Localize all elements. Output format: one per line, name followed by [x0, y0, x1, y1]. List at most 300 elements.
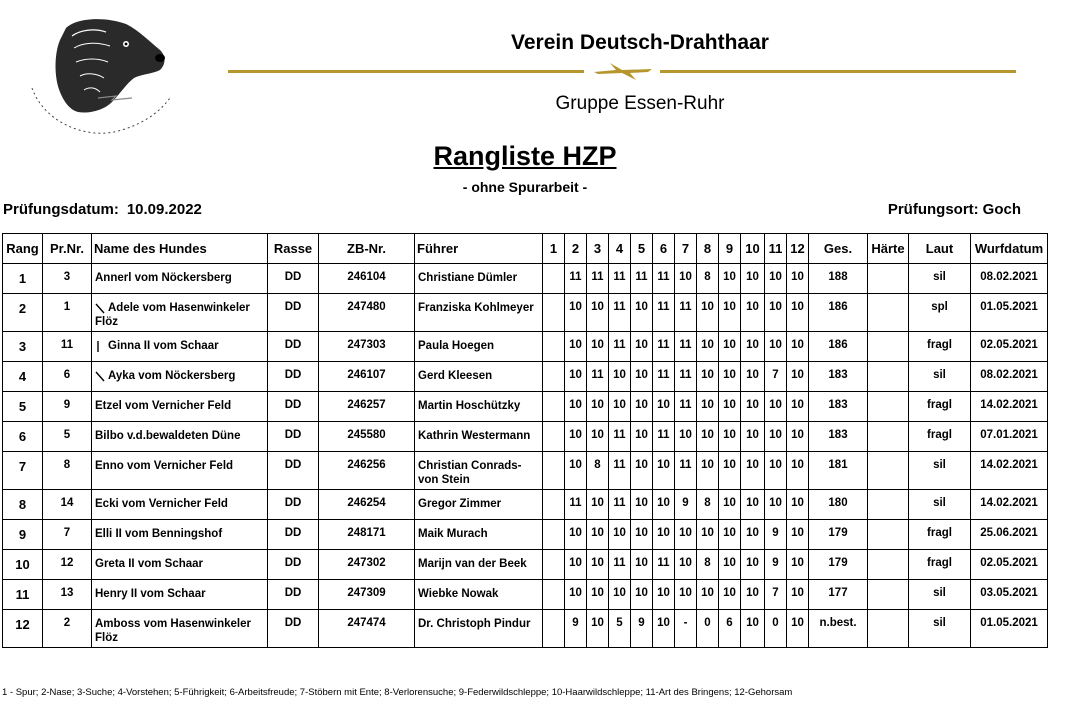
score-cell: 10: [631, 550, 653, 580]
bar-mark-icon: [95, 340, 105, 352]
score-cell: [543, 264, 565, 294]
score-cell: 10: [787, 392, 809, 422]
score-cell: 10: [653, 490, 675, 520]
rank-cell: 3: [3, 332, 43, 362]
score-cell: 11: [587, 264, 609, 294]
score-cell: 10: [741, 332, 765, 362]
score-cell: 10: [653, 520, 675, 550]
score-cell: 11: [565, 490, 587, 520]
hardness-cell: [868, 520, 909, 550]
score-cell: 10: [787, 422, 809, 452]
handler-cell: Franziska Kohlmeyer: [415, 294, 543, 332]
score-cell: 10: [765, 422, 787, 452]
studbook-number-cell: 247474: [319, 610, 415, 648]
total-cell: 179: [809, 520, 868, 550]
lightning-emblem-icon: [592, 60, 654, 82]
score-cell: 10: [765, 392, 787, 422]
exam-number-cell: 7: [43, 520, 92, 550]
score-cell: 5: [609, 610, 631, 648]
score-cell: [543, 332, 565, 362]
score-cell: 10: [719, 580, 741, 610]
table-row: [3, 550, 1048, 580]
score-cell: [543, 294, 565, 332]
score-cell: 10: [697, 392, 719, 422]
breed-cell: DD: [268, 332, 319, 362]
score-cell: 10: [565, 332, 587, 362]
score-cell: 10: [741, 580, 765, 610]
voice-cell: sil: [909, 362, 971, 392]
score-cell: 6: [719, 610, 741, 648]
score-cell: 11: [675, 452, 697, 490]
list-subtitle: - ohne Spurarbeit -: [462, 179, 588, 195]
total-cell: 179: [809, 550, 868, 580]
score-cell: 10: [765, 264, 787, 294]
score-cell: 10: [719, 264, 741, 294]
breed-cell: DD: [268, 362, 319, 392]
score-cell: 10: [631, 392, 653, 422]
club-logo: [14, 14, 184, 142]
total-cell: 188: [809, 264, 868, 294]
header-cell: Name des Hundes: [92, 234, 268, 264]
score-cell: 10: [697, 580, 719, 610]
score-cell: 10: [787, 580, 809, 610]
handler-cell: Dr. Christoph Pindur: [415, 610, 543, 648]
score-cell: [543, 520, 565, 550]
hardness-cell: [868, 422, 909, 452]
studbook-number-cell: 245580: [319, 422, 415, 452]
table-row: [3, 520, 1048, 550]
score-cell: 10: [741, 392, 765, 422]
header-cell: 11: [765, 234, 787, 264]
score-cell: 10: [587, 392, 609, 422]
score-cell: [543, 490, 565, 520]
score-cell: 10: [719, 550, 741, 580]
dog-name: Henry II vom Schaar: [95, 588, 206, 600]
birth-date-cell: 02.05.2021: [971, 332, 1048, 362]
header-cell: 9: [719, 234, 741, 264]
breed-cell: DD: [268, 264, 319, 294]
birth-date-cell: 08.02.2021: [971, 362, 1048, 392]
dog-name: Ginna II vom Schaar: [108, 340, 219, 352]
studbook-number-cell: 247309: [319, 580, 415, 610]
handler-cell: Maik Murach: [415, 520, 543, 550]
score-cell: 8: [587, 452, 609, 490]
header-cell: 1: [543, 234, 565, 264]
dog-name-cell: [92, 392, 268, 422]
score-cell: 10: [653, 452, 675, 490]
handler-cell: Christiane Dümler: [415, 264, 543, 294]
dog-name-cell: [92, 422, 268, 452]
total-cell: 183: [809, 422, 868, 452]
score-cell: 11: [653, 422, 675, 452]
header-cell: Rasse: [268, 234, 319, 264]
rank-cell: 8: [3, 490, 43, 520]
header-cell: 12: [787, 234, 809, 264]
score-cell: 10: [565, 550, 587, 580]
exam-date-label: Prüfungsdatum:: [3, 201, 119, 218]
score-cell: 10: [609, 392, 631, 422]
score-cell: 10: [741, 452, 765, 490]
exam-date-value: 10.09.2022: [126, 201, 202, 218]
score-cell: 10: [697, 452, 719, 490]
score-cell: 10: [697, 294, 719, 332]
breed-cell: DD: [268, 452, 319, 490]
score-cell: 10: [787, 550, 809, 580]
score-cell: 11: [609, 264, 631, 294]
score-cell: 0: [697, 610, 719, 648]
score-cell: [543, 452, 565, 490]
header-cell: ZB-Nr.: [319, 234, 415, 264]
score-cell: 10: [741, 294, 765, 332]
rank-cell: 11: [3, 580, 43, 610]
score-cell: 10: [719, 520, 741, 550]
handler-cell: Gregor Zimmer: [415, 490, 543, 520]
score-cell: 10: [765, 452, 787, 490]
dog-name-cell: [92, 264, 268, 294]
birth-date-cell: 14.02.2021: [971, 392, 1048, 422]
voice-cell: fragl: [909, 332, 971, 362]
score-cell: 9: [675, 490, 697, 520]
ranking-table-body: [3, 264, 1048, 648]
dog-name: Annerl vom Nöckersberg: [95, 272, 232, 284]
score-cell: 10: [631, 580, 653, 610]
header-cell: Rang: [3, 234, 43, 264]
score-cell: 8: [697, 264, 719, 294]
breed-cell: DD: [268, 580, 319, 610]
dog-name: Bilbo v.d.bewaldeten Düne: [95, 430, 241, 442]
group-title: Gruppe Essen-Ruhr: [555, 93, 725, 114]
score-cell: 10: [787, 264, 809, 294]
score-cell: 10: [609, 362, 631, 392]
score-cell: 10: [565, 392, 587, 422]
exam-number-cell: 12: [43, 550, 92, 580]
score-cell: 10: [697, 422, 719, 452]
exam-number-cell: 1: [43, 294, 92, 332]
birth-date-cell: 14.02.2021: [971, 490, 1048, 520]
header-cell: 10: [741, 234, 765, 264]
score-cell: 11: [653, 332, 675, 362]
exam-number-cell: 11: [43, 332, 92, 362]
exam-number-cell: 3: [43, 264, 92, 294]
rank-cell: 5: [3, 392, 43, 422]
dog-name-cell: [92, 520, 268, 550]
dog-name-cell: [92, 580, 268, 610]
score-cell: 10: [765, 490, 787, 520]
table-row: [3, 490, 1048, 520]
score-cell: 10: [653, 580, 675, 610]
score-cell: 10: [675, 580, 697, 610]
studbook-number-cell: 247480: [319, 294, 415, 332]
hardness-cell: [868, 610, 909, 648]
score-cell: 7: [765, 580, 787, 610]
score-cell: 10: [675, 422, 697, 452]
exam-place-value: Goch: [982, 201, 1021, 218]
score-cell: 10: [787, 294, 809, 332]
score-cell: 8: [697, 490, 719, 520]
rank-cell: 6: [3, 422, 43, 452]
score-cell: 11: [609, 490, 631, 520]
score-cell: 10: [653, 610, 675, 648]
table-row: [3, 294, 1048, 332]
header-cell: 7: [675, 234, 697, 264]
handler-cell: Paula Hoegen: [415, 332, 543, 362]
breed-cell: DD: [268, 490, 319, 520]
score-cell: 11: [675, 332, 697, 362]
score-cell: 10: [587, 580, 609, 610]
exam-place: [888, 201, 1021, 218]
header-cell: Ges.: [809, 234, 868, 264]
rank-cell: 12: [3, 610, 43, 648]
footnote-legend: 1 - Spur; 2-Nase; 3-Suche; 4-Vorstehen; 5-Führigkeit; 6-Arbeitsfreude; 7-Stöbern mit Ente; 8-Verlorensuche; 9-Federwildschleppe; 10-Haarwildschleppe; 11-Art des Bringens; 12-Gehorsam: [2, 687, 793, 698]
studbook-number-cell: 247302: [319, 550, 415, 580]
score-cell: 10: [697, 362, 719, 392]
exam-number-cell: 8: [43, 452, 92, 490]
breed-cell: DD: [268, 422, 319, 452]
dog-name: Etzel vom Vernicher Feld: [95, 400, 232, 412]
studbook-number-cell: 246254: [319, 490, 415, 520]
score-cell: 11: [609, 422, 631, 452]
total-cell: 181: [809, 452, 868, 490]
score-cell: 10: [741, 550, 765, 580]
studbook-number-cell: 248171: [319, 520, 415, 550]
studbook-number-cell: 246104: [319, 264, 415, 294]
score-cell: [543, 362, 565, 392]
score-cell: [543, 550, 565, 580]
birth-date-cell: 02.05.2021: [971, 550, 1048, 580]
header-cell: 2: [565, 234, 587, 264]
score-cell: 10: [719, 362, 741, 392]
score-cell: 10: [587, 422, 609, 452]
hardness-cell: [868, 294, 909, 332]
studbook-number-cell: 247303: [319, 332, 415, 362]
table-row: [3, 452, 1048, 490]
hardness-cell: [868, 490, 909, 520]
header-cell: Führer: [415, 234, 543, 264]
dog-name: Adele vom Hasenwinkeler Flöz: [95, 302, 250, 328]
voice-cell: sil: [909, 490, 971, 520]
dog-name-cell: [92, 332, 268, 362]
header-cell: 5: [631, 234, 653, 264]
score-cell: 10: [675, 550, 697, 580]
breed-cell: DD: [268, 392, 319, 422]
exam-number-cell: 13: [43, 580, 92, 610]
gold-divider-right: [660, 70, 1016, 73]
header-cell: Wurfdatum: [971, 234, 1048, 264]
exam-number-cell: 14: [43, 490, 92, 520]
voice-cell: sil: [909, 264, 971, 294]
score-cell: 0: [765, 610, 787, 648]
score-cell: 10: [741, 520, 765, 550]
score-cell: 11: [609, 294, 631, 332]
rank-cell: 2: [3, 294, 43, 332]
table-row: [3, 392, 1048, 422]
score-cell: 8: [697, 550, 719, 580]
score-cell: 11: [609, 550, 631, 580]
header-cell: 3: [587, 234, 609, 264]
rank-cell: 9: [3, 520, 43, 550]
table-row: [3, 422, 1048, 452]
studbook-number-cell: 246256: [319, 452, 415, 490]
handler-cell: Christian Conrads-von Stein: [415, 452, 543, 490]
score-cell: 11: [609, 452, 631, 490]
score-cell: 10: [565, 362, 587, 392]
hardness-cell: [868, 550, 909, 580]
score-cell: 10: [631, 520, 653, 550]
score-cell: 10: [675, 264, 697, 294]
score-cell: 11: [565, 264, 587, 294]
breed-cell: DD: [268, 550, 319, 580]
score-cell: 10: [631, 332, 653, 362]
total-cell: 183: [809, 392, 868, 422]
table-row: [3, 264, 1048, 294]
dog-name-cell: [92, 294, 268, 332]
score-cell: 10: [765, 294, 787, 332]
exam-number-cell: 2: [43, 610, 92, 648]
breed-cell: DD: [268, 520, 319, 550]
total-cell: 180: [809, 490, 868, 520]
score-cell: 10: [631, 422, 653, 452]
dog-head-icon: [14, 14, 184, 142]
hardness-cell: [868, 580, 909, 610]
score-cell: 10: [697, 332, 719, 362]
ranking-table: [2, 233, 1048, 648]
score-cell: 10: [741, 610, 765, 648]
score-cell: 10: [719, 392, 741, 422]
score-cell: 10: [787, 362, 809, 392]
total-cell: 186: [809, 332, 868, 362]
score-cell: 10: [719, 332, 741, 362]
score-cell: 10: [787, 520, 809, 550]
dog-name: Ayka vom Nöckersberg: [108, 370, 236, 382]
score-cell: 10: [587, 550, 609, 580]
score-cell: 10: [719, 422, 741, 452]
handler-cell: Wiebke Nowak: [415, 580, 543, 610]
handler-cell: Gerd Kleesen: [415, 362, 543, 392]
score-cell: -: [675, 610, 697, 648]
studbook-number-cell: 246257: [319, 392, 415, 422]
hardness-cell: [868, 392, 909, 422]
total-cell: 183: [809, 362, 868, 392]
dog-name-cell: [92, 362, 268, 392]
birth-date-cell: 01.05.2021: [971, 610, 1048, 648]
score-cell: 10: [765, 332, 787, 362]
table-row: [3, 580, 1048, 610]
dog-name-cell: [92, 550, 268, 580]
score-cell: [543, 610, 565, 648]
score-cell: 10: [587, 294, 609, 332]
voice-cell: fragl: [909, 392, 971, 422]
score-cell: 10: [787, 610, 809, 648]
score-cell: 10: [787, 490, 809, 520]
birth-date-cell: 03.05.2021: [971, 580, 1048, 610]
score-cell: 7: [765, 362, 787, 392]
exam-number-cell: 9: [43, 392, 92, 422]
exam-place-label: Prüfungsort:: [887, 201, 979, 218]
score-cell: 10: [741, 362, 765, 392]
score-cell: 11: [675, 294, 697, 332]
table-row: [3, 610, 1048, 648]
score-cell: 10: [719, 490, 741, 520]
score-cell: 10: [631, 452, 653, 490]
dog-name-cell: [92, 452, 268, 490]
score-cell: 11: [675, 392, 697, 422]
voice-cell: sil: [909, 580, 971, 610]
birth-date-cell: 01.05.2021: [971, 294, 1048, 332]
club-title: Verein Deutsch-Drahthaar: [511, 31, 769, 54]
table-header-row: [3, 234, 1048, 264]
score-cell: 10: [653, 392, 675, 422]
header-cell: 8: [697, 234, 719, 264]
total-cell: n.best.: [809, 610, 868, 648]
header-cell: 4: [609, 234, 631, 264]
birth-date-cell: 07.01.2021: [971, 422, 1048, 452]
score-cell: 11: [631, 264, 653, 294]
score-cell: 10: [741, 490, 765, 520]
handler-cell: Marijn van der Beek: [415, 550, 543, 580]
dog-name: Enno vom Vernicher Feld: [95, 460, 234, 472]
breed-cell: DD: [268, 294, 319, 332]
voice-cell: fragl: [909, 520, 971, 550]
score-cell: 10: [697, 520, 719, 550]
score-cell: [543, 392, 565, 422]
score-cell: 11: [609, 332, 631, 362]
score-cell: 10: [631, 294, 653, 332]
rank-cell: 1: [3, 264, 43, 294]
slash-mark-icon: [95, 370, 105, 382]
exam-number-cell: 6: [43, 362, 92, 392]
dog-name-cell: [92, 610, 268, 648]
total-cell: 186: [809, 294, 868, 332]
score-cell: 10: [787, 332, 809, 362]
header-cell: Laut: [909, 234, 971, 264]
score-cell: [543, 580, 565, 610]
dog-name: Greta II vom Schaar: [95, 558, 204, 570]
table-row: [3, 362, 1048, 392]
rank-cell: 4: [3, 362, 43, 392]
voice-cell: fragl: [909, 422, 971, 452]
score-cell: 9: [765, 520, 787, 550]
hardness-cell: [868, 332, 909, 362]
score-cell: 9: [765, 550, 787, 580]
score-cell: 11: [675, 362, 697, 392]
score-cell: 10: [587, 490, 609, 520]
score-cell: 10: [631, 362, 653, 392]
rank-cell: 10: [3, 550, 43, 580]
exam-number-cell: 5: [43, 422, 92, 452]
score-cell: 10: [719, 294, 741, 332]
voice-cell: sil: [909, 452, 971, 490]
score-cell: 10: [565, 422, 587, 452]
score-cell: 11: [653, 362, 675, 392]
birth-date-cell: 25.06.2021: [971, 520, 1048, 550]
score-cell: 10: [587, 520, 609, 550]
score-cell: [543, 422, 565, 452]
handler-cell: Kathrin Westermann: [415, 422, 543, 452]
dog-name-cell: [92, 490, 268, 520]
score-cell: 11: [587, 362, 609, 392]
exam-date: [3, 201, 202, 218]
score-cell: 10: [719, 452, 741, 490]
score-cell: 10: [741, 264, 765, 294]
voice-cell: sil: [909, 610, 971, 648]
list-title: Rangliste HZP: [433, 141, 617, 171]
gold-divider-left: [228, 70, 584, 73]
score-cell: 11: [653, 550, 675, 580]
dog-name: Ecki vom Vernicher Feld: [95, 498, 228, 510]
score-cell: 10: [565, 580, 587, 610]
table-row: [3, 332, 1048, 362]
score-cell: 9: [565, 610, 587, 648]
